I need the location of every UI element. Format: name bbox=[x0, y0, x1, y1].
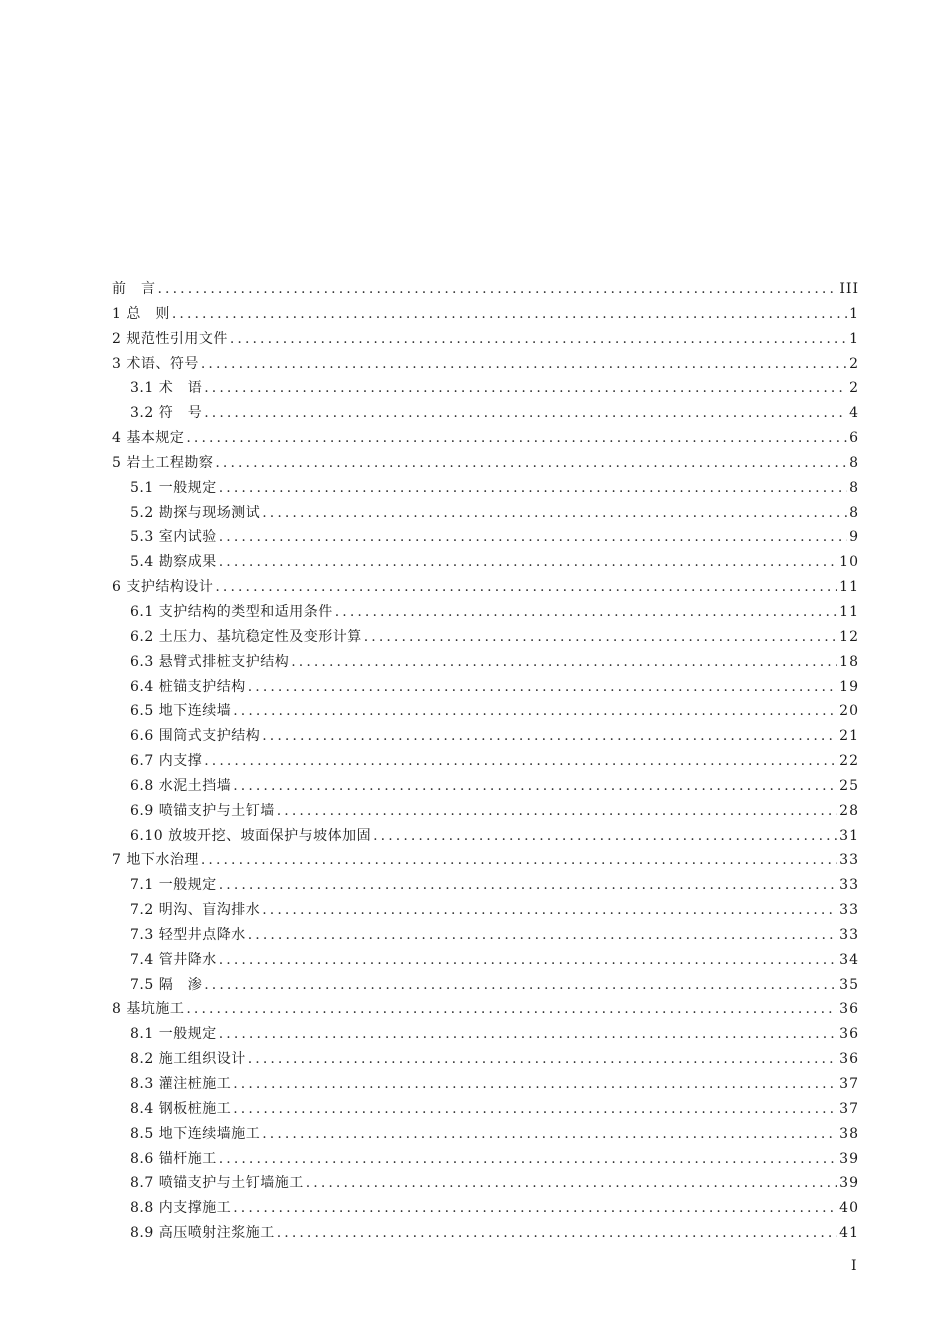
toc-entry-page: 8 bbox=[849, 454, 859, 471]
toc-entry-label: 6.10 放坡开挖、坡面保护与坡体加固 bbox=[130, 827, 372, 844]
toc-entry-label: 6.3 悬臂式排桩支护结构 bbox=[130, 653, 290, 670]
toc-entry[interactable] bbox=[112, 1221, 859, 1246]
toc-entry[interactable] bbox=[112, 774, 859, 799]
toc-dot-leader bbox=[335, 600, 837, 625]
toc-entry-page: 2 bbox=[849, 380, 859, 397]
toc-dot-leader bbox=[219, 1147, 837, 1172]
toc-entry-label: 7.2 明沟、盲沟排水 bbox=[130, 902, 261, 919]
toc-entry-page: 21 bbox=[839, 728, 859, 745]
toc-entry[interactable] bbox=[112, 625, 859, 650]
toc-entry[interactable] bbox=[112, 575, 859, 600]
toc-entry-page: 12 bbox=[839, 628, 859, 645]
toc-entry[interactable] bbox=[112, 277, 859, 302]
toc-entry-label: 8 基坑施工 bbox=[112, 1001, 185, 1018]
toc-entry[interactable] bbox=[112, 699, 859, 724]
toc-entry[interactable] bbox=[112, 352, 859, 377]
toc-dot-leader bbox=[277, 799, 837, 824]
toc-entry[interactable] bbox=[112, 749, 859, 774]
toc-dot-leader bbox=[248, 923, 837, 948]
toc-entry-page: III bbox=[839, 281, 859, 297]
toc-entry-page: 34 bbox=[839, 951, 859, 968]
toc-dot-leader bbox=[204, 401, 847, 426]
toc-dot-leader bbox=[219, 525, 847, 550]
toc-dot-leader bbox=[262, 1122, 837, 1147]
toc-dot-leader bbox=[291, 650, 837, 675]
toc-entry[interactable] bbox=[112, 1147, 859, 1172]
toc-dot-leader bbox=[219, 873, 837, 898]
toc-entry-page: 2 bbox=[849, 355, 859, 372]
toc-entry[interactable] bbox=[112, 898, 859, 923]
toc-dot-leader bbox=[204, 749, 837, 774]
toc-dot-leader bbox=[204, 973, 837, 998]
toc-dot-leader bbox=[219, 550, 837, 575]
toc-entry-page: 36 bbox=[839, 1001, 859, 1018]
toc-entry[interactable] bbox=[112, 799, 859, 824]
toc-dot-leader bbox=[248, 675, 837, 700]
toc-entry-page: 10 bbox=[839, 554, 859, 571]
toc-entry-page: 6 bbox=[849, 430, 859, 447]
toc-entry-label: 5.4 勘察成果 bbox=[130, 554, 217, 571]
toc-entry[interactable] bbox=[112, 1171, 859, 1196]
toc-entry[interactable] bbox=[112, 724, 859, 749]
toc-entry-page: 39 bbox=[839, 1150, 859, 1167]
toc-entry[interactable] bbox=[112, 1097, 859, 1122]
toc-entry[interactable] bbox=[112, 1022, 859, 1047]
toc-entry-page: 35 bbox=[839, 976, 859, 993]
toc-entry-page: 28 bbox=[839, 802, 859, 819]
toc-entry[interactable] bbox=[112, 948, 859, 973]
toc-entry-label: 1 总 则 bbox=[112, 305, 170, 322]
toc-entry-label: 6.1 支护结构的类型和适用条件 bbox=[130, 603, 333, 620]
toc-dot-leader bbox=[219, 476, 847, 501]
toc-entry-label: 6.9 喷锚支护与土钉墙 bbox=[130, 802, 275, 819]
toc-entry-label: 3 术语、符号 bbox=[112, 355, 199, 372]
toc-entry-label: 8.2 施工组织设计 bbox=[130, 1051, 246, 1068]
toc-dot-leader bbox=[186, 997, 837, 1022]
toc-entry-page: 33 bbox=[839, 852, 859, 869]
toc-entry-page: 36 bbox=[839, 1026, 859, 1043]
toc-entry-label: 8.9 高压喷射注浆施工 bbox=[130, 1225, 275, 1242]
toc-entry-label: 6.6 围筒式支护结构 bbox=[130, 728, 261, 745]
toc-entry-label: 6.4 桩锚支护结构 bbox=[130, 678, 246, 695]
toc-entry[interactable] bbox=[112, 824, 859, 849]
toc-entry-page: 31 bbox=[839, 827, 859, 844]
toc-dot-leader bbox=[364, 625, 837, 650]
toc-entry[interactable] bbox=[112, 923, 859, 948]
toc-entry[interactable] bbox=[112, 302, 859, 327]
toc-entry-label: 6.2 土压力、基坑稳定性及变形计算 bbox=[130, 628, 362, 645]
toc-dot-leader bbox=[219, 948, 837, 973]
toc-entry-page: 4 bbox=[849, 405, 859, 422]
toc-dot-leader bbox=[262, 501, 847, 526]
toc-entry-label: 3.2 符 号 bbox=[130, 405, 203, 422]
toc-entry-label: 6.7 内支撑 bbox=[130, 753, 203, 770]
toc-entry-label: 6.8 水泥土挡墙 bbox=[130, 777, 232, 794]
toc-entry-page: 33 bbox=[839, 877, 859, 894]
toc-entry-label: 8.8 内支撑施工 bbox=[130, 1200, 232, 1217]
toc-entry-label: 7.3 轻型井点降水 bbox=[130, 926, 246, 943]
toc-entry-label: 前 言 bbox=[112, 281, 156, 297]
toc-dot-leader bbox=[233, 699, 837, 724]
toc-entry-page: 19 bbox=[839, 678, 859, 695]
toc-dot-leader bbox=[306, 1171, 837, 1196]
toc-entry-page: 8 bbox=[849, 504, 859, 521]
toc-entry-page: 9 bbox=[849, 529, 859, 546]
toc-entry[interactable] bbox=[112, 848, 859, 873]
toc-entry-page: 33 bbox=[839, 926, 859, 943]
toc-dot-leader bbox=[233, 1097, 837, 1122]
toc-entry-page: 33 bbox=[839, 902, 859, 919]
toc-entry-page: 8 bbox=[849, 479, 859, 496]
toc-dot-leader bbox=[158, 277, 838, 302]
toc-entry[interactable] bbox=[112, 476, 859, 501]
toc-dot-leader bbox=[230, 327, 847, 352]
toc-entry[interactable] bbox=[112, 1196, 859, 1221]
toc-dot-leader bbox=[219, 1022, 837, 1047]
toc-entry[interactable] bbox=[112, 401, 859, 426]
toc-dot-leader bbox=[172, 302, 847, 327]
toc-entry[interactable] bbox=[112, 1122, 859, 1147]
toc-dot-leader bbox=[248, 1047, 837, 1072]
toc-entry[interactable] bbox=[112, 1072, 859, 1097]
toc-entry-label: 8.6 锚杆施工 bbox=[130, 1150, 217, 1167]
toc-entry[interactable] bbox=[112, 451, 859, 476]
toc-entry-page: 38 bbox=[839, 1125, 859, 1142]
toc-dot-leader bbox=[373, 824, 837, 849]
toc-entry-label: 5.2 勘探与现场测试 bbox=[130, 504, 261, 521]
toc-entry[interactable] bbox=[112, 973, 859, 998]
toc-entry-label: 6 支护结构设计 bbox=[112, 579, 214, 596]
toc-entry-label: 8.5 地下连续墙施工 bbox=[130, 1125, 261, 1142]
toc-entry-label: 7.1 一般规定 bbox=[130, 877, 217, 894]
toc-entry-page: 39 bbox=[839, 1175, 859, 1192]
toc-entry[interactable] bbox=[112, 997, 859, 1022]
toc-entry[interactable] bbox=[112, 1047, 859, 1072]
toc-entry[interactable] bbox=[112, 550, 859, 575]
toc-entry-page: 36 bbox=[839, 1051, 859, 1068]
toc-entry-page: 18 bbox=[839, 653, 859, 670]
toc-entry[interactable] bbox=[112, 873, 859, 898]
toc-entry[interactable] bbox=[112, 525, 859, 550]
toc-entry-label: 8.7 喷锚支护与土钉墙施工 bbox=[130, 1175, 304, 1192]
toc-entry-label: 4 基本规定 bbox=[112, 430, 185, 447]
toc-entry-label: 7 地下水治理 bbox=[112, 852, 199, 869]
toc-dot-leader bbox=[233, 1196, 837, 1221]
toc-entry-label: 8.3 灌注桩施工 bbox=[130, 1076, 232, 1092]
toc-entry[interactable] bbox=[112, 501, 859, 526]
toc-entry[interactable] bbox=[112, 675, 859, 700]
table-of-contents bbox=[112, 277, 859, 1246]
toc-entry-label: 7.5 隔 渗 bbox=[130, 976, 203, 993]
toc-entry-page: 11 bbox=[839, 603, 859, 620]
toc-entry-label: 6.5 地下连续墙 bbox=[130, 703, 232, 720]
toc-entry-page: 20 bbox=[839, 703, 859, 720]
toc-dot-leader bbox=[233, 774, 837, 799]
toc-entry-page: 1 bbox=[849, 330, 859, 347]
toc-entry-label: 5.3 室内试验 bbox=[130, 529, 217, 546]
toc-dot-leader bbox=[233, 1072, 837, 1097]
toc-dot-leader bbox=[201, 352, 847, 377]
toc-entry-page: 37 bbox=[839, 1076, 859, 1092]
toc-entry-label: 2 规范性引用文件 bbox=[112, 330, 228, 347]
toc-entry[interactable] bbox=[112, 426, 859, 451]
toc-entry-page: 40 bbox=[839, 1200, 859, 1217]
toc-entry-label: 8.1 一般规定 bbox=[130, 1026, 217, 1043]
toc-entry-label: 3.1 术 语 bbox=[130, 380, 203, 397]
toc-entry-label: 5.1 一般规定 bbox=[130, 479, 217, 496]
toc-dot-leader bbox=[186, 426, 847, 451]
toc-entry-label: 5 岩土工程勘察 bbox=[112, 454, 214, 471]
toc-entry[interactable] bbox=[112, 600, 859, 625]
toc-dot-leader bbox=[204, 376, 847, 401]
toc-dot-leader bbox=[262, 724, 837, 749]
toc-entry-page: 25 bbox=[839, 777, 859, 794]
toc-entry-page: 22 bbox=[839, 753, 859, 770]
toc-dot-leader bbox=[277, 1221, 837, 1246]
toc-dot-leader bbox=[215, 451, 847, 476]
toc-entry[interactable] bbox=[112, 327, 859, 352]
toc-entry-page: 11 bbox=[839, 579, 859, 596]
toc-entry[interactable] bbox=[112, 650, 859, 675]
toc-dot-leader bbox=[201, 848, 837, 873]
toc-dot-leader bbox=[262, 898, 837, 923]
toc-entry-label: 7.4 管井降水 bbox=[130, 951, 217, 968]
toc-entry-page: 37 bbox=[839, 1100, 859, 1117]
toc-entry-page: 41 bbox=[839, 1225, 859, 1242]
toc-entry[interactable] bbox=[112, 376, 859, 401]
toc-entry-page: 1 bbox=[849, 305, 859, 322]
toc-entry-label: 8.4 钢板桩施工 bbox=[130, 1100, 232, 1117]
page-number: I bbox=[851, 1258, 857, 1274]
toc-dot-leader bbox=[215, 575, 837, 600]
